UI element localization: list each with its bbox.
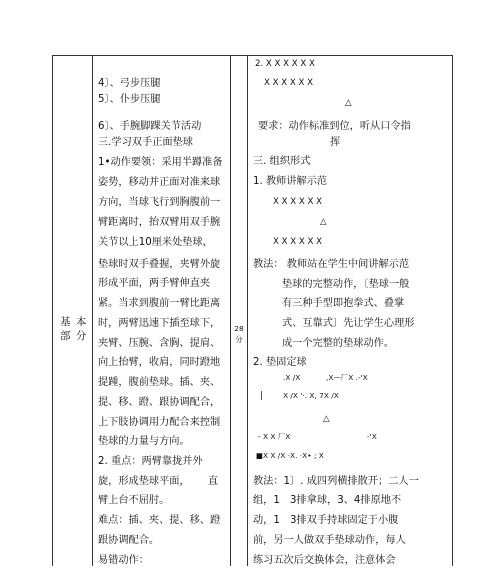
teaching-method-line: 教法：1〕. 成四列横排散开；二人一 bbox=[253, 476, 419, 487]
content-line: 5〕、仆步压腿 bbox=[98, 94, 161, 105]
requirement-line: 要求：动作标准到位，听从口令指 bbox=[258, 121, 411, 132]
formation-fragment: X /X '·. X, 7X /X bbox=[283, 391, 339, 400]
table-left-border bbox=[52, 55, 53, 566]
content-line: 提、移、蹬、跟协调配合， bbox=[98, 397, 221, 408]
formation-fragment: -'X bbox=[367, 432, 377, 441]
teaching-method-line: 式、互靠式〕先让学生心理形 bbox=[282, 318, 415, 329]
formation-row-4: X X X X X X bbox=[273, 237, 322, 247]
content-line: 提踵，腹前垫球。插、夹、 bbox=[98, 377, 221, 388]
content-line: 2. 重点：两臂靠拢并外 bbox=[98, 456, 203, 467]
teaching-method-line: 垫球的完整动作，〔垫球一般 bbox=[282, 279, 410, 290]
content-line: 时，两臂迅速下插至球下， bbox=[98, 318, 221, 329]
teacher-triangle-icon: △ bbox=[323, 414, 330, 424]
content-line: 1•动作要领：采用半蹲准备 bbox=[98, 157, 223, 168]
table-top-border bbox=[52, 55, 453, 56]
content-line: 方向，当球飞行到胸腹前一 bbox=[98, 197, 221, 208]
content-line: 向上抬臂，收肩，同时蹬地 bbox=[98, 357, 221, 368]
content-line: 三.学习双手正面垫球 bbox=[98, 137, 193, 148]
organization-heading: 三. 组织形式 bbox=[253, 156, 311, 167]
column-divider-1 bbox=[92, 55, 93, 566]
column-divider-3 bbox=[247, 55, 248, 566]
content-line: 臂距离时，抬双臂用双手腕 bbox=[98, 217, 221, 228]
teacher-demo-heading: 1. 教师讲解示范 bbox=[253, 176, 328, 187]
content-line: 夹臂、压腕、含胸、提肩、 bbox=[98, 338, 221, 349]
content-line: 形成平面，两手臂伸直夹 bbox=[98, 278, 211, 289]
formation-row-3: X X X X X X bbox=[273, 197, 322, 207]
content-line: 姿势，移动并正面对准来球 bbox=[98, 177, 221, 188]
content-line: 垫球时双手叠握，夹臂外旋 bbox=[98, 259, 221, 270]
content-line: 跟协调配合。 bbox=[98, 535, 160, 546]
formation-fragment: ■X X /X ·X. ·X• ; X bbox=[256, 451, 324, 460]
content-line: 垫球的力量与方向。 bbox=[98, 436, 190, 447]
content-line: 关节以上10厘米处垫球， bbox=[98, 237, 213, 248]
time-unit: 分 bbox=[235, 335, 243, 344]
content-line: 旋，形成垫球平面， bbox=[98, 476, 190, 487]
teaching-method-line: 练习五次后交换体会，注意体会 bbox=[253, 555, 396, 566]
formation-row-2: X X X X X X bbox=[264, 78, 313, 88]
teaching-method-line: 有三种手型即抱拳式、叠掌 bbox=[282, 298, 405, 309]
section-label: 基 本 部 分 bbox=[60, 316, 88, 342]
content-line: 6〕、手腕脚踝关节活动 bbox=[98, 121, 202, 132]
content-line: 4〕、弓步压腿 bbox=[98, 78, 161, 89]
content-line: 紧。当求到腹前一臂比距离 bbox=[98, 298, 221, 309]
teaching-method-line: 3排双手持球固定于小腹 bbox=[290, 515, 399, 526]
teaching-method-line: 动，1 bbox=[253, 515, 280, 526]
requirement-line: 挥 bbox=[330, 137, 341, 148]
content-line: 臂上台不屈肘。 bbox=[98, 495, 170, 506]
teaching-method-line: 3排拿球，3、4排原地不 bbox=[290, 495, 402, 506]
teaching-method-line: 成一个完整的垫球动作。 bbox=[282, 338, 395, 349]
content-line: 直 bbox=[208, 476, 219, 487]
column-divider-2 bbox=[230, 55, 231, 566]
formation-fragment: .X /X bbox=[283, 373, 301, 382]
teacher-triangle-icon: △ bbox=[320, 217, 327, 227]
teaching-method-line: 组，1 bbox=[253, 495, 280, 506]
content-line: 上下肢协调用力配合来控制 bbox=[98, 417, 221, 428]
teaching-method-line: 教法： 教师站在学生中间讲解示范 bbox=[253, 259, 410, 270]
content-line: 难点：插、夹、提、移、蹬 bbox=[98, 515, 221, 526]
content-line: 易错动作： bbox=[98, 555, 149, 566]
formation-fragment: - X X 厂X bbox=[258, 432, 291, 441]
table-right-border bbox=[452, 55, 453, 566]
teacher-triangle-icon: △ bbox=[345, 98, 352, 108]
fixed-ball-heading: 2. 垫固定球 bbox=[253, 357, 307, 368]
formation-bar: | bbox=[260, 391, 263, 401]
teaching-method-line: 前，另一人做双手垫球动作，每人 bbox=[253, 535, 406, 546]
formation-row-1: 2. X X X X X X bbox=[255, 59, 315, 69]
time-minutes: 28 bbox=[234, 324, 244, 333]
formation-fragment: ,X—厂X .-'X bbox=[326, 373, 368, 382]
